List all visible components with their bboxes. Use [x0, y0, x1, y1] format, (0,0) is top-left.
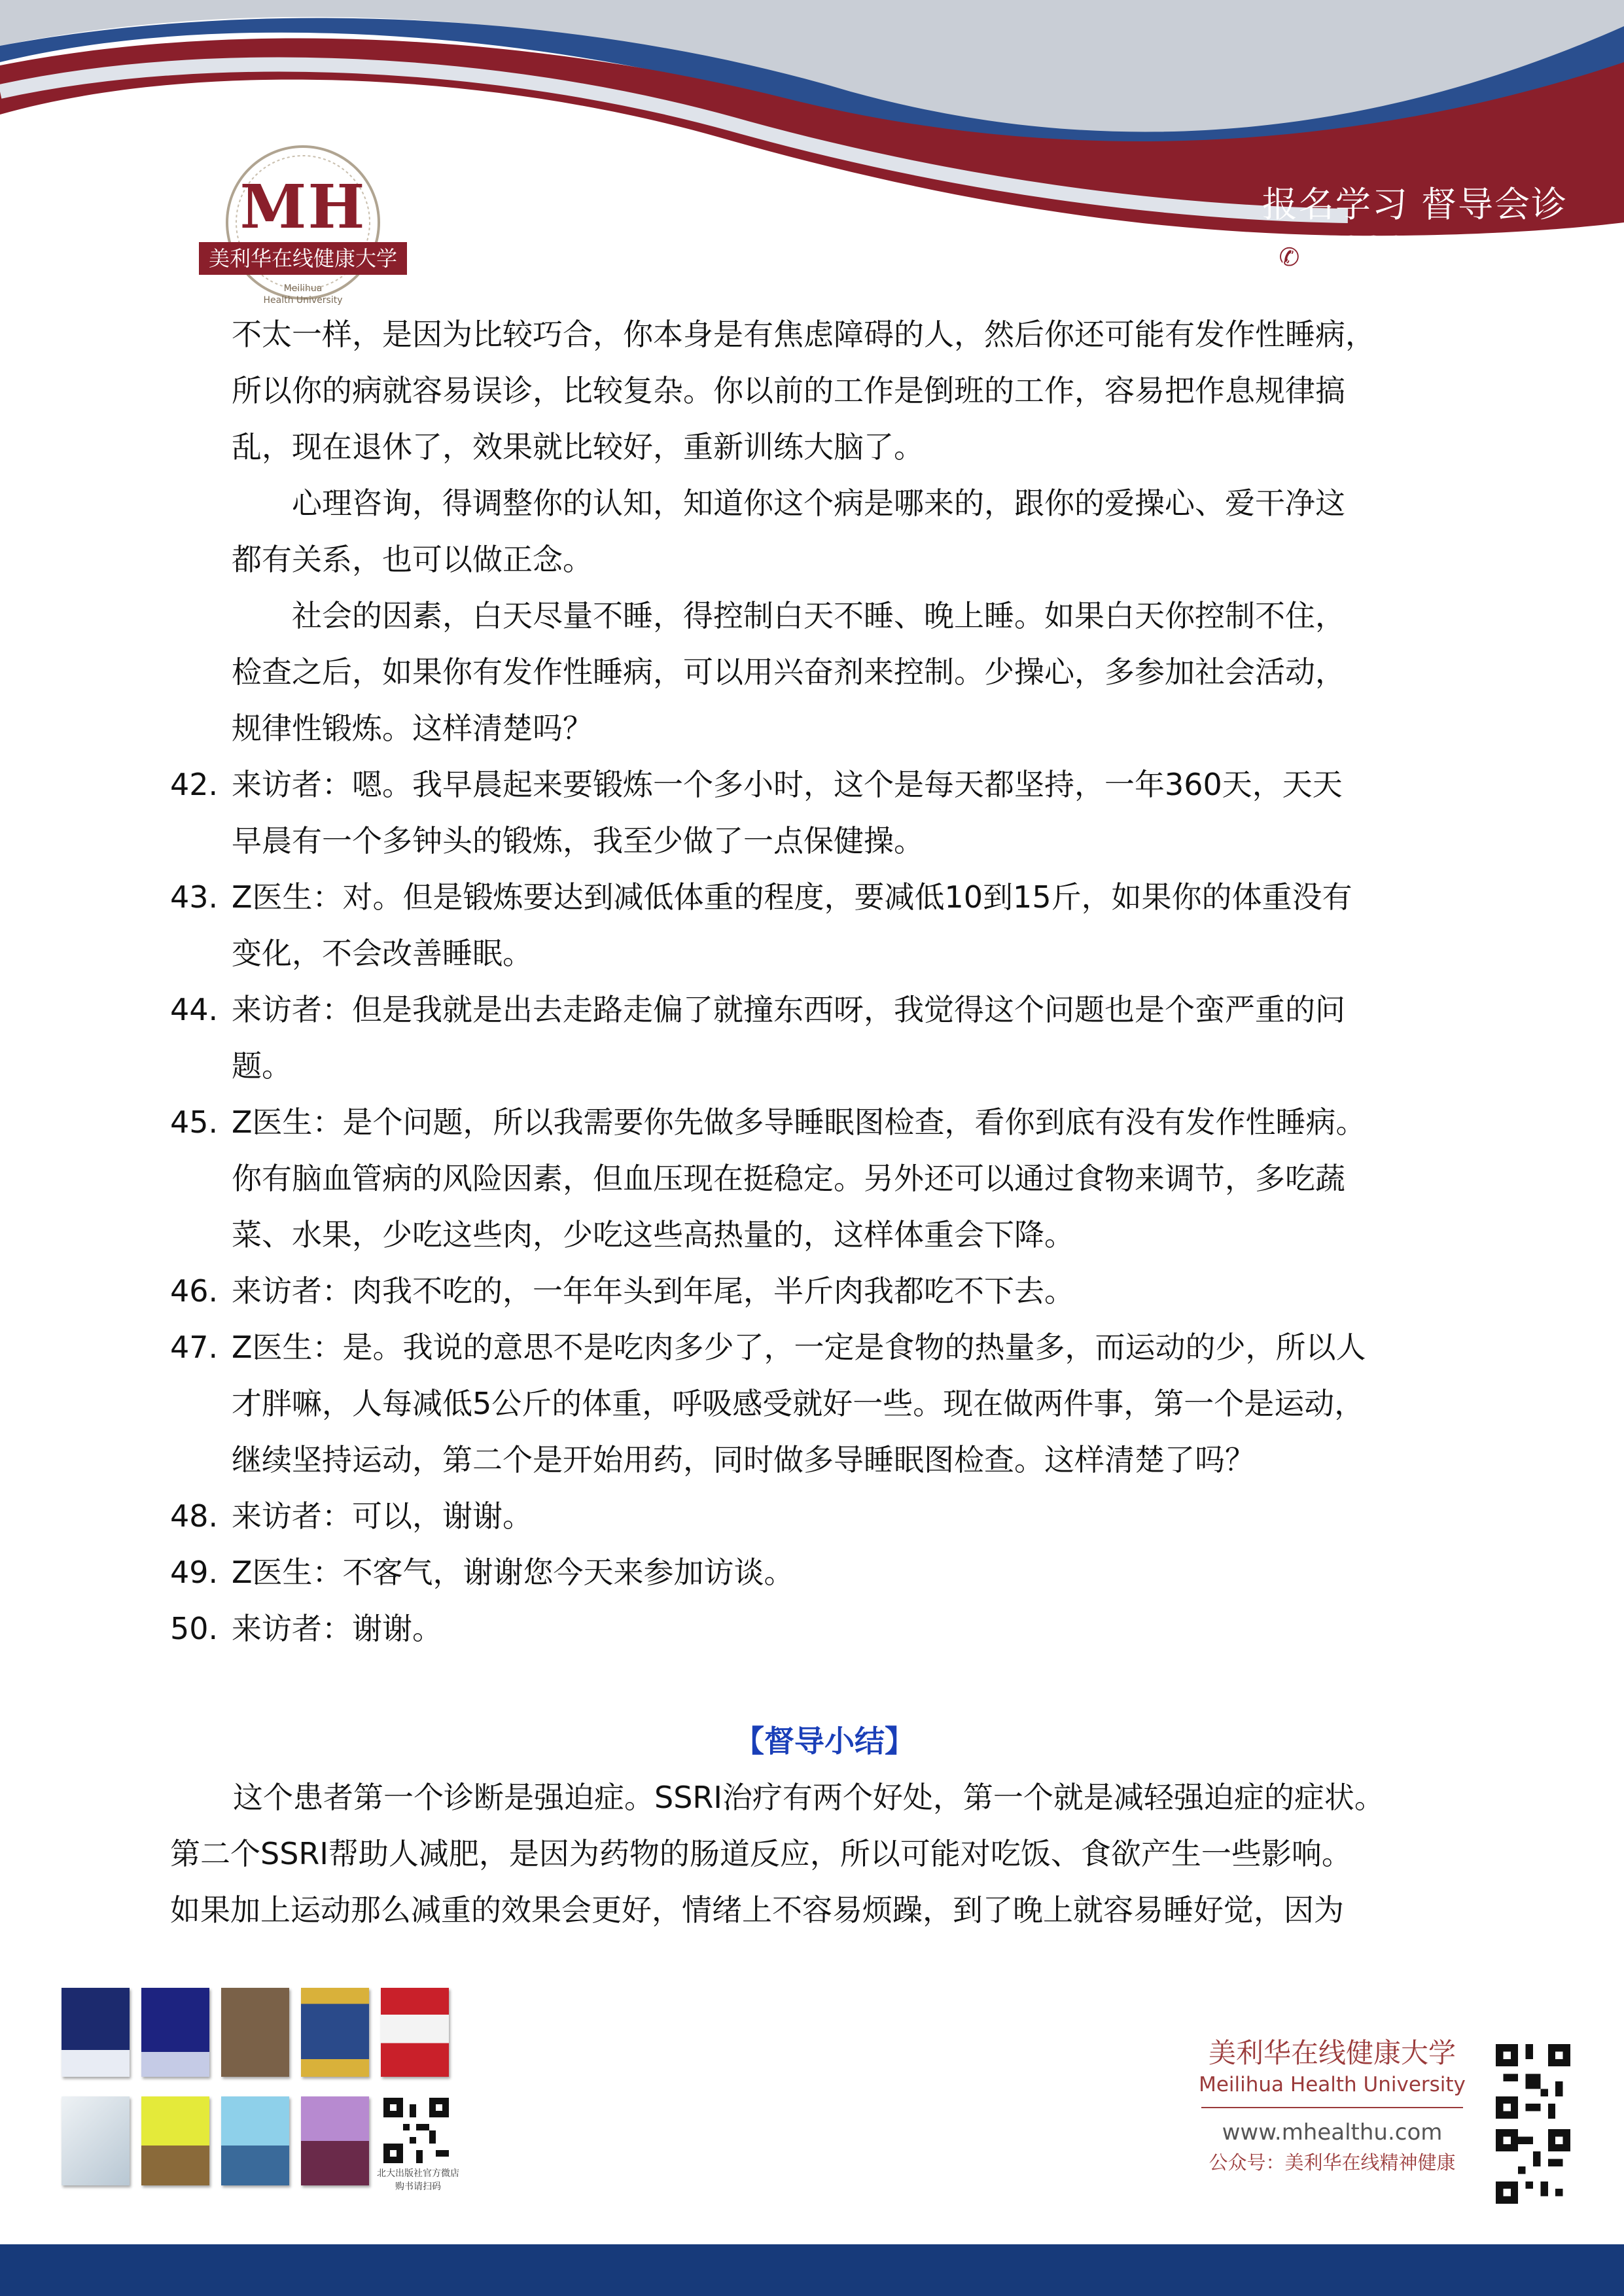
item-line: Z医生：是个问题，所以我需要你先做多导睡眠图检查，看你到底有没有发作性睡病。	[232, 1104, 1366, 1140]
item-line: 来访者：肉我不吃的，一年年头到年尾，半斤肉我都吃不下去。	[232, 1273, 1074, 1309]
website-link[interactable]: www.mhealthu.com	[1222, 2119, 1443, 2146]
paragraph-line: 都有关系，也可以做正念。	[232, 542, 593, 577]
dialogue-item-43	[170, 869, 1453, 981]
summary-title: 【督导小结】	[734, 1723, 915, 1759]
item-number: 46.	[170, 1273, 219, 1309]
book-cover-5	[381, 1988, 449, 2077]
item-line: 来访者：但是我就是出去走路走偏了就撞东西呀，我觉得这个问题也是个蛮严重的问	[232, 992, 1345, 1027]
footer-brand-block	[1188, 2035, 1476, 2178]
item-line: 继续坚持运动，第二个是开始用药，同时做多导睡眠图检查。这样清楚了吗？	[232, 1442, 1255, 1477]
phone-number: 4000-218-718	[1317, 229, 1568, 270]
book-cover-1	[62, 1988, 130, 2077]
item-number: 48.	[170, 1498, 219, 1534]
item-line: Z医生：对。但是锻炼要达到减低体重的程度，要减低10到15斤，如果你的体重没有	[232, 879, 1352, 915]
book-cover-3	[221, 1988, 289, 2077]
item-number: 49.	[170, 1555, 219, 1590]
item-number: 43.	[170, 879, 219, 915]
summary-line: 如果加上运动那么减重的效果会更好，情绪上不容易烦躁，到了晚上就容易睡好觉，因为	[170, 1892, 1344, 1928]
document-body	[170, 306, 1453, 1938]
item-number: 42.	[170, 767, 219, 802]
paragraph-line: 检查之后，如果你有发作性睡病，可以用兴奋剂来控制。少操心，多参加社会活动，	[232, 654, 1345, 690]
item-number: 50.	[170, 1611, 219, 1646]
book-cover-2	[141, 1988, 209, 2077]
phone-icon: ✆	[1270, 238, 1308, 276]
item-line: 早晨有一个多钟头的锻炼，我至少做了一点保健操。	[232, 823, 924, 858]
summary-line: 这个患者第一个诊断是强迫症。SSRI治疗有两个好处，第一个就是减轻强迫症的症状。	[233, 1780, 1385, 1815]
book-cover-9	[301, 2096, 369, 2185]
summary-line: 第二个SSRI帮助人减肥，是因为药物的肠道反应，所以可能对吃饭、食欲产生一些影响。	[170, 1836, 1352, 1871]
logo-subtitle: Meilihua Health University	[263, 283, 343, 306]
continued-line: 所以你的病就容易误诊，比较复杂。你以前的工作是倒班的工作，容易把作息规律搞	[232, 373, 1345, 408]
item-line: 题。	[232, 1048, 292, 1084]
logo-name-banner: 美利华在线健康大学	[199, 242, 407, 275]
qr-code-icon	[1496, 2129, 1570, 2204]
brand-name-en: Meilihua Health University	[1199, 2073, 1466, 2096]
dialogue-item-42	[170, 756, 1453, 869]
item-line: 菜、水果，少吃这些肉，少吃这些高热量的，这样体重会下降。	[232, 1217, 1074, 1252]
paragraph-line: 社会的因素，白天尽量不睡，得控制白天不睡、晚上睡。如果白天你控制不住，	[292, 598, 1345, 633]
item-number: 45.	[170, 1104, 219, 1140]
dialogue-item-44	[170, 981, 1453, 1094]
qr-code-icon	[383, 2098, 449, 2163]
header-phone	[1270, 229, 1568, 276]
item-line: Z医生：不客气，谢谢您今天来参加访谈。	[232, 1555, 794, 1590]
item-line: Z医生：是。我说的意思不是吃肉多少了，一定是食物的热量多，而运动的少，所以人	[232, 1330, 1366, 1365]
books-caption: 北大出版社官方微店 购书请扫码	[377, 2168, 459, 2192]
item-line: 变化，不会改善睡眠。	[232, 936, 533, 971]
item-line: 来访者：谢谢。	[232, 1611, 442, 1646]
book-cover-8	[221, 2096, 289, 2185]
dialogue-item-46	[170, 1263, 1453, 1319]
footer-divider	[1201, 2107, 1463, 2108]
book-cover-4	[301, 1988, 369, 2077]
item-line: 来访者：嗯。我早晨起来要锻炼一个多小时，这个是每天都坚持，一年360天，天天	[232, 767, 1343, 802]
item-number: 44.	[170, 992, 219, 1027]
book-covers-group	[62, 1983, 467, 2199]
wechat-account: 公众号：美利华在线精神健康	[1209, 2151, 1456, 2174]
qr-code-icon	[1496, 2044, 1570, 2119]
item-number: 47.	[170, 1330, 219, 1365]
continued-line: 不太一样，是因为比较巧合，你本身是有焦虑障碍的人，然后你还可能有发作性睡病，	[232, 317, 1375, 352]
continued-line: 乱，现在退休了，效果就比较好，重新训练大脑了。	[232, 429, 924, 465]
paragraph-line: 规律性锻炼。这样清楚吗？	[232, 711, 593, 746]
dialogue-item-47	[170, 1319, 1453, 1488]
dialogue-item-49	[170, 1544, 1453, 1600]
dialogue-item-45	[170, 1094, 1453, 1263]
brand-name-cn: 美利华在线健康大学	[1208, 2037, 1456, 2069]
dialogue-item-48	[170, 1488, 1453, 1544]
item-line: 你有脑血管病的风险因素，但血压现在挺稳定。另外还可以通过食物来调节，多吃蔬	[232, 1161, 1345, 1196]
item-line: 来访者：可以，谢谢。	[232, 1498, 533, 1534]
dialogue-item-50	[170, 1600, 1453, 1657]
footer-bar	[0, 2244, 1624, 2296]
book-cover-7	[141, 2096, 209, 2185]
item-line: 才胖嘛，人每减低5公斤的体重，呼吸感受就好一些。现在做两件事，第一个是运动，	[232, 1386, 1365, 1421]
header-slogan: 报名学习 督导会诊	[1262, 184, 1568, 225]
university-logo	[194, 145, 412, 317]
paragraph-line: 心理咨询，得调整你的认知，知道你这个病是哪来的，跟你的爱操心、爱干净这	[292, 486, 1345, 521]
book-cover-6	[62, 2096, 130, 2185]
logo-letters: MH	[239, 171, 366, 242]
